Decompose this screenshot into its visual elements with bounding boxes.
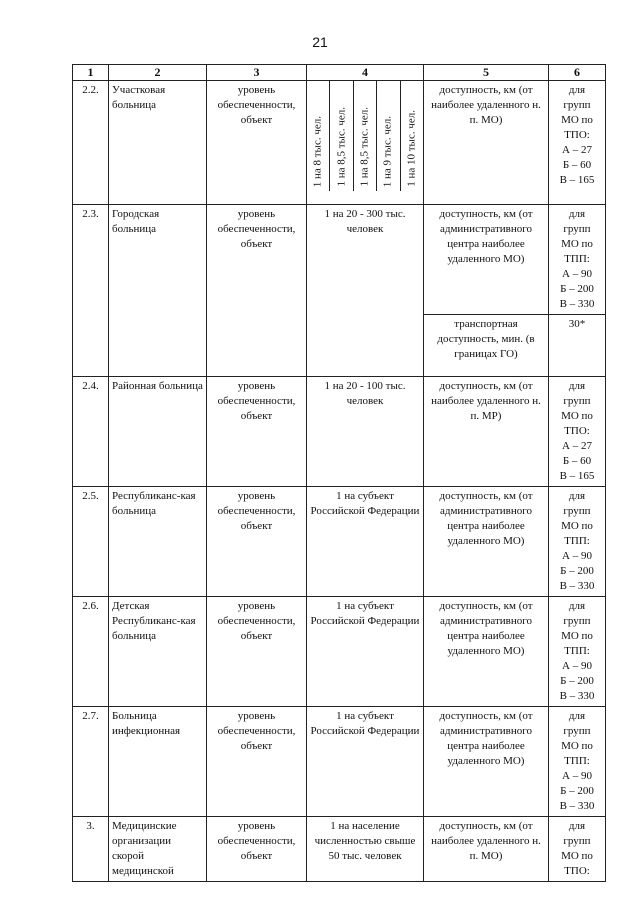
group-value-line: ТПО: — [564, 129, 590, 141]
group-value-line: ТПП: — [564, 253, 590, 265]
facility-name: Детская Республиканс-кая больница — [109, 597, 207, 707]
table-row — [73, 487, 606, 597]
row-number: 2.3. — [73, 205, 109, 377]
group-value-line: МО по — [561, 520, 593, 532]
norm-option: 1 на 8 тыс. чел. — [311, 115, 324, 187]
group-value-line: ТПО: — [564, 865, 590, 877]
group-value-line: А – 27 — [562, 440, 592, 452]
group-value-line: А – 90 — [562, 268, 592, 280]
norm-split-cell — [307, 81, 424, 205]
header-col-2: 2 — [109, 65, 207, 81]
group-values — [549, 707, 606, 817]
group-value-line: для — [568, 380, 586, 392]
transport-accessibility: транспортная доступность, мин. (в границах ГО) — [424, 315, 549, 377]
group-value-line: А – 90 — [562, 770, 592, 782]
table-row — [73, 81, 606, 205]
row-number: 2.7. — [73, 707, 109, 817]
facility-name: Городская больница — [109, 205, 207, 377]
group-value-line: В – 330 — [559, 298, 595, 310]
row-number: 2.4. — [73, 377, 109, 487]
group-value-line: А – 90 — [562, 550, 592, 562]
indicator: уровень обеспеченности, объект — [207, 377, 307, 487]
indicator: уровень обеспеченности, объект — [207, 487, 307, 597]
row-number: 2.5. — [73, 487, 109, 597]
group-value-line: В – 165 — [559, 470, 595, 482]
group-value-line: для — [568, 600, 586, 612]
norm: 1 на население численностью свыше 50 тыс. человек — [307, 817, 424, 882]
group-values — [549, 205, 606, 315]
group-value-line: для — [568, 208, 586, 220]
group-value-line: ТПП: — [564, 535, 590, 547]
table-row — [73, 817, 606, 882]
group-value-line: групп — [563, 505, 591, 517]
norm-option: 1 на 10 тыс. чел. — [405, 110, 418, 187]
group-value-line: МО по — [561, 238, 593, 250]
header-col-6: 6 — [549, 65, 606, 81]
row-number: 2.6. — [73, 597, 109, 707]
norm: 1 на субъект Российской Федерации — [307, 597, 424, 707]
row-number: 3. — [73, 817, 109, 882]
group-values — [549, 377, 606, 487]
norm-option: 1 на 8,5 тыс. чел. — [358, 107, 371, 187]
group-value-line: В – 330 — [559, 800, 595, 812]
group-value-line: для — [568, 820, 586, 832]
group-value-line: для — [568, 490, 586, 502]
group-value-line: Б – 200 — [560, 785, 594, 797]
table-row — [73, 707, 606, 817]
group-value-line: ТПП: — [564, 755, 590, 767]
norms-table — [72, 64, 606, 882]
norm: 1 на 20 - 100 тыс. человек — [307, 377, 424, 487]
row-number: 2.2. — [73, 81, 109, 205]
accessibility: доступность, км (от наиболее удаленного н. п. МО) — [424, 81, 549, 205]
facility-name: Районная больница — [109, 377, 207, 487]
header-row — [73, 65, 606, 81]
group-value-line: В – 165 — [559, 174, 595, 186]
group-value-line: Б – 200 — [560, 675, 594, 687]
group-value-line: Б – 60 — [562, 159, 592, 171]
norm: 1 на 20 - 300 тыс. человек — [307, 205, 424, 377]
facility-name: Медицинские организации скорой медицинской — [109, 817, 207, 882]
group-value-line: ТПП: — [564, 645, 590, 657]
group-value-line: групп — [563, 725, 591, 737]
indicator: уровень обеспеченности, объект — [207, 817, 307, 882]
group-value-line: А – 27 — [562, 144, 592, 156]
group-value-line: ТПО: — [564, 425, 590, 437]
group-value-line: В – 330 — [559, 580, 595, 592]
group-values — [549, 817, 606, 882]
group-value-line: МО по — [561, 630, 593, 642]
header-col-3: 3 — [207, 65, 307, 81]
group-value-line: МО по — [561, 410, 593, 422]
group-values — [549, 487, 606, 597]
indicator: уровень обеспеченности, объект — [207, 81, 307, 205]
group-value-line: для — [568, 710, 586, 722]
table-row — [73, 377, 606, 487]
accessibility: доступность, км (от административного центра наиболее удаленного МО) — [424, 487, 549, 597]
group-value-line: Б – 60 — [562, 455, 592, 467]
facility-name: Участковая больница — [109, 81, 207, 205]
facility-name: Больница инфекционная — [109, 707, 207, 817]
transport-value: 30* — [549, 315, 606, 377]
group-value-line: групп — [563, 99, 591, 111]
group-value-line: групп — [563, 615, 591, 627]
group-value-line: групп — [563, 835, 591, 847]
accessibility: доступность, км (от наиболее удаленного н. п. МР) — [424, 377, 549, 487]
group-value-line: МО по — [561, 740, 593, 752]
group-value-line: А – 90 — [562, 660, 592, 672]
group-value-line: МО по — [561, 114, 593, 126]
accessibility: доступность, км (от административного центра наиболее удаленного МО) — [424, 597, 549, 707]
header-col-5: 5 — [424, 65, 549, 81]
header-col-4: 4 — [307, 65, 424, 81]
group-values — [549, 81, 606, 205]
norm-option: 1 на 9 тыс. чел. — [381, 115, 394, 187]
group-values — [549, 597, 606, 707]
group-value-line: В – 330 — [559, 690, 595, 702]
accessibility: доступность, км (от административного центра наиболее удаленного МО) — [424, 707, 549, 817]
table-row — [73, 205, 606, 315]
group-value-line: для — [568, 84, 586, 96]
header-col-1: 1 — [73, 65, 109, 81]
accessibility: доступность, км (от административного центра наиболее удаленного МО) — [424, 205, 549, 315]
indicator: уровень обеспеченности, объект — [207, 707, 307, 817]
table-row — [73, 597, 606, 707]
norm: 1 на субъект Российской Федерации — [307, 707, 424, 817]
page-number: 21 — [312, 34, 328, 50]
group-value-line: групп — [563, 223, 591, 235]
indicator: уровень обеспеченности, объект — [207, 205, 307, 377]
facility-name: Республиканс-кая больница — [109, 487, 207, 597]
group-value-line: Б – 200 — [560, 565, 594, 577]
norm: 1 на субъект Российской Федерации — [307, 487, 424, 597]
norm-option: 1 на 8,5 тыс. чел. — [335, 107, 348, 187]
group-value-line: групп — [563, 395, 591, 407]
indicator: уровень обеспеченности, объект — [207, 597, 307, 707]
accessibility: доступность, км (от наиболее удаленного н. п. МО) — [424, 817, 549, 882]
group-value-line: Б – 200 — [560, 283, 594, 295]
group-value-line: МО по — [561, 850, 593, 862]
